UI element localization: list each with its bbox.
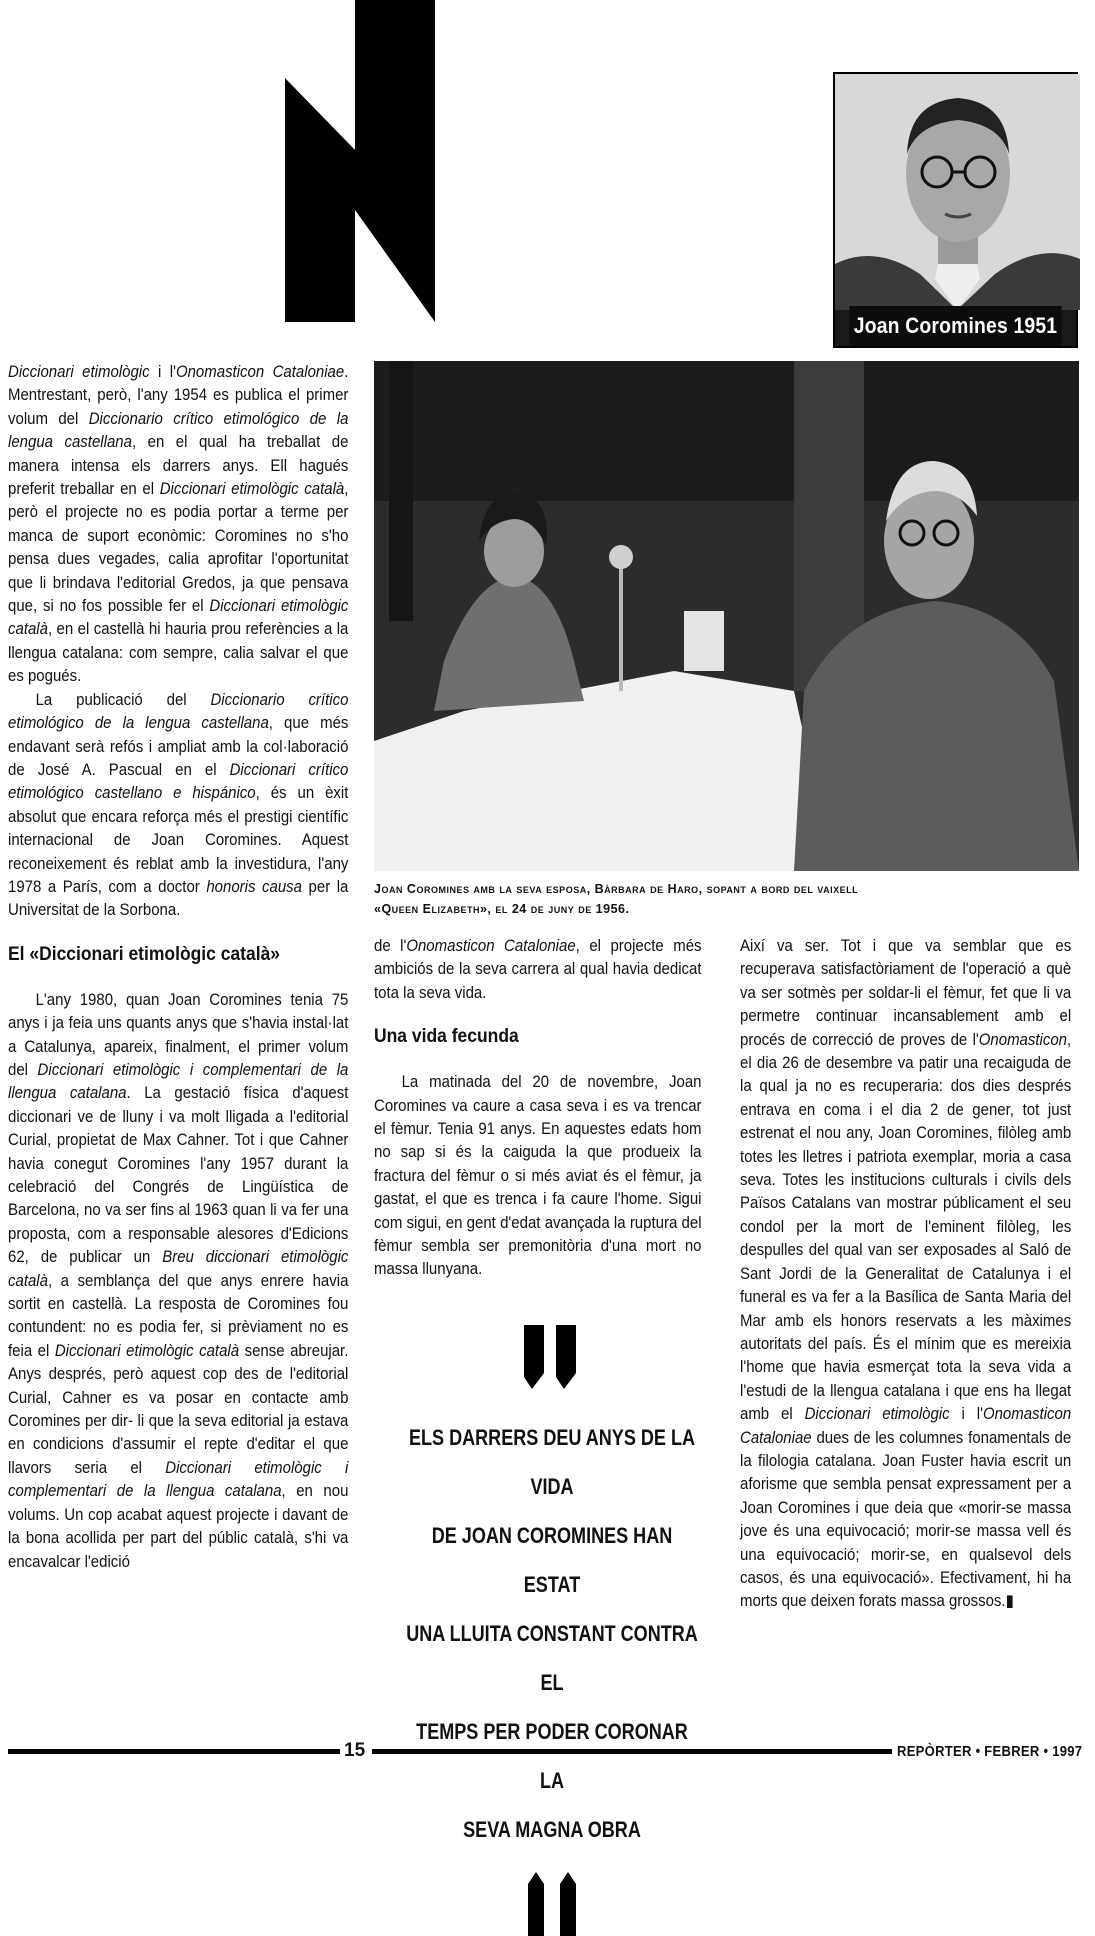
- paragraph: Diccionari etimològic i l'Onomasticon Cataloniae. Mentrestant, però, l'any 1954 es publica el primer volum del Diccionario crítico etimológico de la lengua castellana, en el qual ha treballat de manera intensa els darrers anys. Ell hagués preferit treballar en el Diccionari etimològic català, però el projecte no es podia portar a terme per manca de suport econòmic: Coromines no s'ho pensa dues vegades, calia aprofitar l'oportunitat que li brindava l'editorial Gredos, ja que pensava que, si no fos possible fer el Diccionari etimològic català, en el castellà hi hauria prou referències a la llengua catalana: com sempre, calia salvar el que es pogués.: [8, 363, 349, 686]
- photo-caption-line-2: «Queen Elizabeth», el 24 de juny de 1956.: [374, 902, 630, 916]
- open-quote-icon: [524, 1325, 580, 1389]
- photo-caption-line-1: Joan Coromines amb la seva esposa, Bàrbara de Haro, sopant a bord del vaixell: [374, 882, 859, 896]
- article-column-1: [8, 361, 348, 1574]
- photo-caption: [374, 879, 1084, 919]
- masthead: REPÒRTER • FEBRER • 1997: [897, 1744, 1083, 1760]
- page-footer: [0, 1740, 1095, 1762]
- portrait-image: [835, 74, 1080, 310]
- dinner-photo-image: [374, 361, 1079, 871]
- decorative-n-shape: [285, 0, 435, 322]
- close-quote-icon: [524, 1872, 580, 1936]
- dinner-photo: [374, 361, 1079, 871]
- article-column-3: [740, 935, 1071, 1614]
- paragraph: La matinada del 20 de novembre, Joan Coromines va caure a casa seva i es va trencar el fèmur. Tenia 91 anys. En aquestes edats hom no sap si és la caiguda la que produeix la fractura del fèmur o si més aviat és el fèmur, ja gastat, el que es trenca i fa caure l'home. Sigui com sigui, en gent d'edat avançada la ruptura del fèmur sembla ser premonitòria d'una mort no massa llunyana.: [374, 1073, 702, 1279]
- footer-rule-left: [8, 1749, 340, 1754]
- paragraph: L'any 1980, quan Joan Coromines tenia 75 anys i ja feia uns quants anys que s'havia instal·lat a Catalunya, apareix, finalment, el primer volum del Diccionari etimològic i complementari de la llengua catalana. La gestació física d'aquest diccionari ve de lluny i va molt lligada a l'editorial Curial, propietat de Max Cahner. Tot i que Cahner havia conegut Coromines l'any 1957 durant la celebració del Congrés de Lingüística de Barcelona, no va ser fins al 1963 quan li va fer una proposta, com a responsable alesores d'Edicions 62, de publicar un Breu diccionari etimològic català, a semblança del que anys enrere havia sortit en castellà. La resposta de Coromines fou contundent: no es podia fer, si prèviament no es feia el Diccionari etimològic català sense abreujar. Anys després, però aquest cop des de l'editorial Curial, Cahner es va posar en contacte amb Coromines per dir- li que la seva editorial ja estava en condicions d'assumir el repte d'editar el que llavors seria el Diccionari etimològic i complementari de la llengua catalana, en nou volums. Un cop acabat aquest projecte i davant de la bona acollida per part del públic català, s'hi va encavalcar l'edició: [8, 990, 349, 1571]
- pull-quote-text: ELS DARRERS DEU ANYS DE LA VIDA DE JOAN COROMINES HAN ESTAT UNA LLUITA CONSTANT CONTRA EL TEMPS PER PODER CORONAR LA SEVA MAGNA OBRA: [406, 1425, 698, 1842]
- footer-rule-right: [372, 1749, 892, 1754]
- paragraph: La publicació del Diccionario crítico etimológico de la lengua castellana, que més endavant serà refós i ampliat amb la col·laboració de José A. Pascual en el Diccionari crítico etimológico castellano e hispánico, és un èxit absolut que encara reforça més el prestigi científic internacional de Joan Coromines. Aquest reconeixement és reblat amb la investidura, l'any 1978 a París, com a doctor honoris causa per la Universitat de la Sorbona.: [8, 690, 349, 920]
- section-heading: El «Diccionari etimològic català»: [8, 943, 281, 965]
- page-number: 15: [344, 1740, 366, 1761]
- paragraph: de l'Onomasticon Cataloniae, el projecte més ambiciós de la seva carrera al qual havia dedicat tota la seva vida.: [374, 937, 702, 1002]
- end-mark-icon: ▮: [1005, 1592, 1014, 1611]
- pull-quote: [374, 1325, 730, 1936]
- portrait-photo: [833, 72, 1078, 348]
- section-heading: Una vida fecunda: [374, 1026, 519, 1048]
- paragraph: Així va ser. Tot i que va semblar que es recuperava satisfactòriament de l'operació a què va ser sotmès per soldar-li el fèmur, fet que li va permetre continuar incansablement amb el procés de correcció de proves de l'Onomasticon, el dia 26 de desembre va patir una recaiguda de la qual ja no es recuperaria: dos dies després entrava en coma i el dia 2 de gener, tot just estrenat el nou any, Joan Coromines, filòleg amb totes les lletres i patriota exemplar, moria a casa seva. Totes les institucions culturals i civils dels Països Catalans van mostrar públicament el seu condol per la mort de l'eminent filòleg, les despulles del qual van ser exposades al Saló de Sant Jordi de la Generalitat de Catalunya i el funeral es va fer a la Basílica de Santa Maria del Mar amb els honors reservats a les màximes autoritats del país. És el mínim que es mereixia l'home que havia esmerçat tota la seva vida a l'estudi de la llengua catalana i que ens ha llegat amb el Diccionari etimològic i l'Onomasticon Cataloniae dues de les columnes fonamentals de la filologia catalana. Joan Fuster havia escrit un aforisme que sembla pensat expressament per a Joan Coromines i que deia que «morir-se massa jove és una equivocació; morir-se massa vell és una equivocació; morir-se, en qualsevol dels casos, és una equivocació». Efectivament, hi ha morts que deixen forats massa grossos.▮: [740, 937, 1072, 1611]
- article-column-2: [374, 935, 702, 1282]
- portrait-caption: Joan Coromines 1951: [849, 306, 1061, 346]
